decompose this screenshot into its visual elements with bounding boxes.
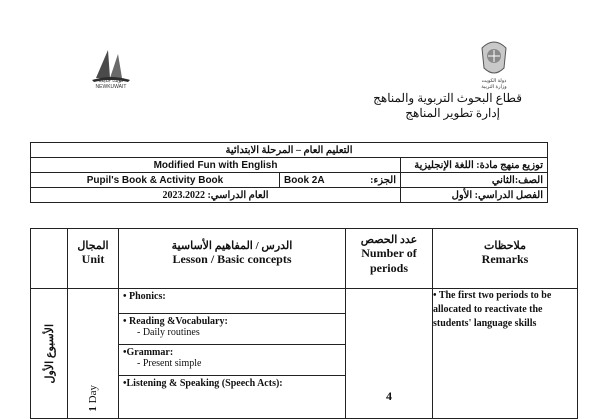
part-value: Book 2A [284, 174, 325, 186]
curriculum-info-table [30, 142, 548, 203]
unit-cell [68, 289, 119, 419]
week-cell [31, 289, 68, 419]
lesson-phonics: • Phonics: [119, 289, 345, 314]
subject-label-cell: توزيع منهج مادة: اللغة الإنجليزية [401, 158, 548, 173]
remarks-cell: • The first two periods to be allocated to reactivate the students' language skills [433, 289, 578, 419]
lesson-header: الدرس / المفاهيم الأساسية Lesson / Basic concepts [119, 229, 346, 289]
remarks-header: ملاحظات Remarks [433, 229, 578, 289]
week-label: الأسبوع الأول [43, 323, 56, 384]
grade-cell: الصف:الثاني [401, 173, 548, 188]
week-header [31, 229, 68, 289]
part-label: الجزء: [370, 174, 396, 186]
department-title: إدارة تطوير المناهج [405, 106, 500, 120]
kuwait-emblem-icon [476, 38, 512, 80]
course-title-cell: Modified Fun with English [31, 158, 401, 173]
sector-title: قطاع البحوث التربوية والمناهج [373, 91, 522, 105]
unit-header: المجال Unit [68, 229, 119, 289]
periods-cell: 4 [346, 289, 433, 419]
periods-header: عدد الحصص Number of periods [346, 229, 433, 289]
lesson-reading: • Reading &Vocabulary: - Daily routines [119, 314, 345, 345]
new-kuwait-caption: كويت جديدة NEWKUWAIT [95, 78, 127, 90]
lesson-grammar: •Grammar: - Present simple [119, 345, 345, 376]
part-cell [280, 173, 401, 188]
unit-label: 1 Day [87, 385, 99, 412]
weekly-plan-table [30, 228, 578, 419]
lesson-listening: •Listening & Speaking (Speech Acts): [123, 378, 283, 389]
lessons-cell [119, 289, 346, 419]
book-cell: Pupil's Book & Activity Book [31, 173, 280, 188]
ministry-caption: دولة الكويت وزارة التربية [481, 78, 507, 90]
year-cell: العام الدراسي: 2023.2022 [31, 188, 401, 203]
term-cell: الفصل الدراسي: الأول [401, 188, 548, 203]
stage-cell: التعليم العام – المرحلة الابتدائية [31, 143, 548, 158]
